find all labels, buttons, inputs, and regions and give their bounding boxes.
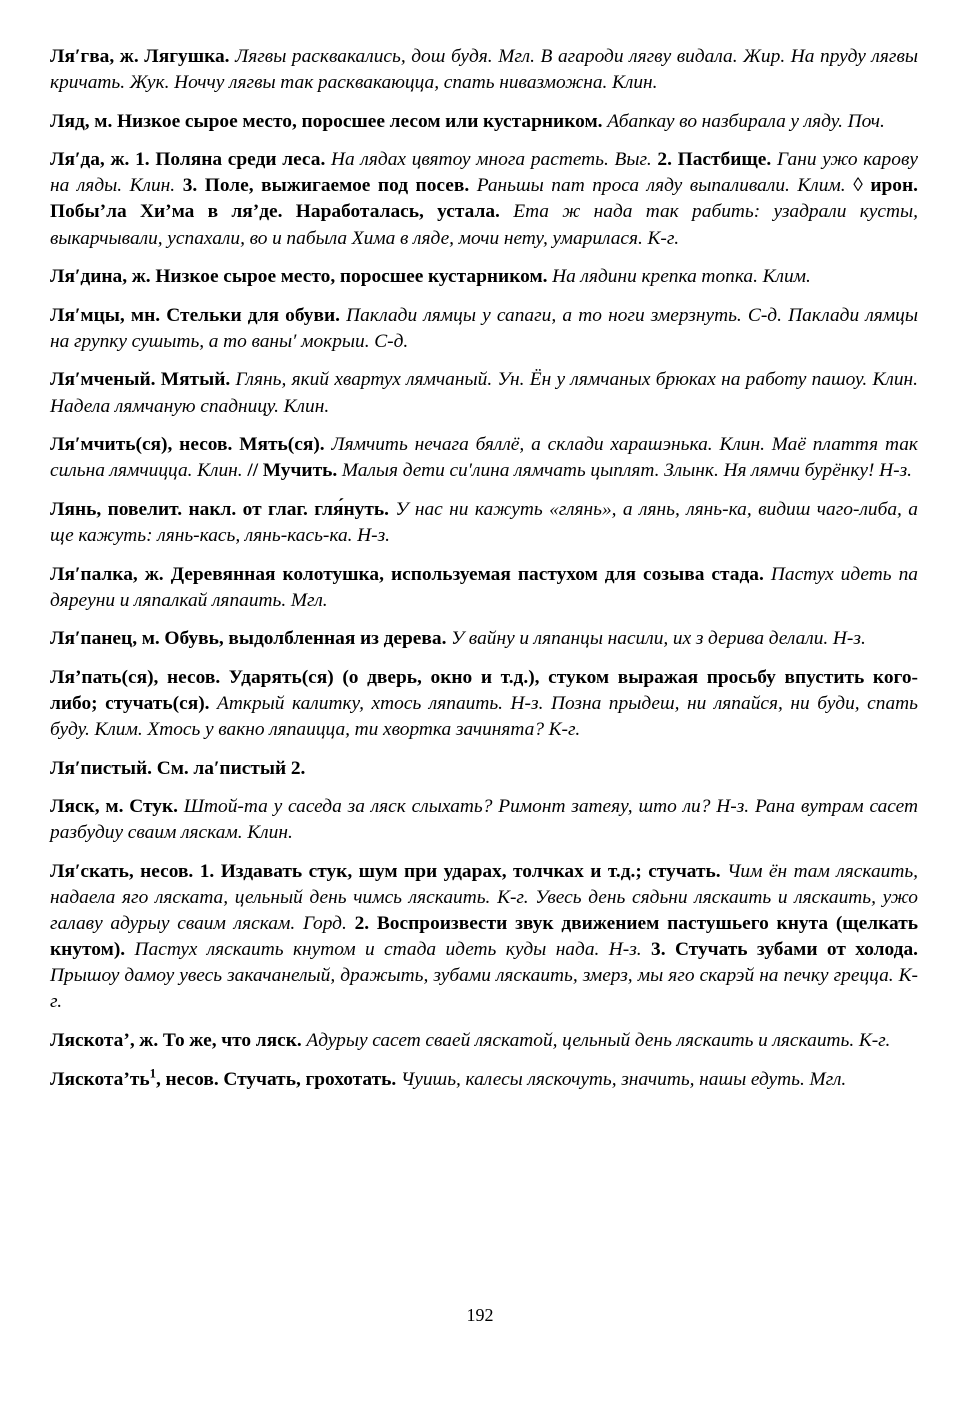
entry-headword: Ля’пать(ся), несов. — [50, 666, 221, 688]
sense-examples: Пастух ляскаить кнутом и стада идеть куды нада. Н-з. — [134, 939, 642, 961]
dictionary-entry — [50, 432, 918, 484]
entry-examples: Штой-та у саседа за ляск слыхать? Римонт затеяу, што ли? Н-з. Рана вутрам сасет разбудиу сваим ляскам. Клин. — [50, 796, 918, 844]
dictionary-entry — [50, 367, 918, 419]
entry-headword: Ля′пистый. — [50, 757, 153, 779]
entry-definition: Низкое сырое место, поросшее лесом или кустарником. — [116, 110, 603, 132]
sense-examples: На лядах цвятоу многа растеть. Выг. — [331, 149, 652, 171]
sense-definition: Поляна среди леса. — [155, 149, 326, 171]
dictionary-entry — [50, 303, 918, 355]
entry-cross-reference: См. ла′пистый 2. — [156, 757, 306, 779]
entry-headword: Ляд, м. — [50, 110, 113, 132]
phrase-examples: Ета ж нада так рабить: узадрали кусты, выкарчывали, успахали, во и пабыла Хима в ляде, мочи нету, умарилася. К-г. — [50, 201, 918, 249]
sense-number: 2. — [657, 149, 672, 171]
sense-number: 1. — [135, 149, 150, 171]
sense-examples: Раньшы пат проса ляду выпаливали. Клим. — [476, 175, 846, 197]
dictionary-entry — [50, 562, 918, 614]
entry-headword: Ля′мцы, мн. — [50, 304, 161, 326]
sense-number: 3. — [182, 175, 198, 197]
entry-examples: Абапкау во назбирала у ляду. Поч. — [607, 110, 885, 132]
entry-definition: Низкое сырое место, поросшее кустарником. — [155, 266, 548, 288]
dictionary-entry — [50, 626, 918, 652]
subsense-examples: Малыя дети си′лина лямчать цыплят. Злынк. Ня лямчи бурёнку! Н-з. — [341, 460, 913, 482]
entry-definition: То же, что ляск. — [162, 1029, 302, 1051]
sense-definition: Пастбище. — [677, 149, 772, 171]
sense-definition: Стучать зубами от холода. — [674, 939, 919, 961]
entry-headword: Ля′мчить(ся), несов. — [50, 434, 233, 456]
entry-examples: У нас ни кажуть «глянь», а лянь, лянь-ка, видиш чаго-либа, а ще кажуть: лянь-кась, лянь-кась-ка. Н-з. — [50, 498, 918, 546]
dictionary-entry — [50, 1067, 918, 1093]
dictionary-entry — [50, 109, 918, 135]
subsense-marker: // — [247, 460, 259, 482]
entry-headword: Ляскота’ть — [50, 1068, 150, 1090]
entry-definition: Стук. — [129, 796, 178, 818]
usage-label: ирон. — [870, 175, 919, 197]
sense-number: 2. — [354, 913, 370, 935]
entry-examples: У вайну и ляпанцы насили, их з дерива делали. Н-з. — [451, 628, 866, 650]
entry-examples: Пастух идеть па дяреуни и ляпалкай ляпаить. Мгл. — [50, 563, 919, 611]
dictionary-entry — [50, 665, 918, 743]
entry-headword-grammar: , несов. — [156, 1068, 219, 1090]
entry-headword: Ляскота’, ж. — [50, 1029, 159, 1051]
entry-examples: Лямчить нечага бяллё, а склади харашэнька. Клин. Маё плаття так сильна лямчицца. Клин. — [50, 434, 918, 482]
entry-headword: Ля′палка, ж. — [50, 563, 164, 585]
sense-definition: Воспроизвести звук движением пастушьего кнута (щелкать кнутом). — [50, 913, 918, 961]
entry-examples: Адурыу сасет сваей ляскатой, цельный день ляскаить и ляскаить. К-г. — [306, 1029, 891, 1051]
lozenge-icon: ◊ — [853, 175, 863, 197]
sense-number: 3. — [651, 939, 666, 961]
sense-examples: Гани ужо карову на ляды. Клин. — [50, 149, 918, 197]
entry-examples: Аткрый калитку, хтось ляпаить. Н-з. Позна прыдеш, ни ляпайся, ни буди, спать буду. Клим. Хтось у вакно ляпаицца, ти хвортка зачинята? К-г. — [50, 692, 918, 740]
entry-examples: Глянь, який хвартух лямчаный. Ун. Ён у лямчаных брюках на работу пашоу. Клин. Надела лямчаную спадницу. Клин. — [50, 369, 918, 417]
dictionary-entry — [50, 497, 918, 549]
dictionary-entry — [50, 859, 918, 1016]
dictionary-entry — [50, 44, 918, 96]
entry-headword: Ля′дина, ж. — [50, 266, 151, 288]
entry-examples: На лядини крепка топка. Клим. — [552, 266, 811, 288]
entry-definition: Стучать, грохотать. — [223, 1068, 397, 1090]
entry-definition: Деревянная колотушка, используемая пастухом для созыва стада. — [170, 563, 764, 585]
homonym-superscript: 1 — [149, 1066, 157, 1081]
dictionary-entry — [50, 147, 918, 251]
entry-headword: Лянь, повелит. накл. от глаг. гля́нуть. — [50, 498, 389, 520]
entry-headword: Ля′скать, несов. — [50, 860, 194, 882]
entry-headword: Ля′мченый. — [50, 369, 156, 391]
phrase-definition: Побы’ла Хи’ма в ля’де. Наработалась, устала. — [50, 201, 500, 223]
entry-headword: Ляск, м. — [50, 796, 124, 818]
entry-definition: Ударять(ся) (о дверь, окно и т.д.), стуком выражая просьбу впустить кого-либо; стучать(ся). — [50, 666, 918, 714]
sense-definition: Издавать стук, шум при ударах, толчках и т.д.; стучать. — [220, 860, 721, 882]
entry-headword: Ля′да, ж. — [50, 149, 130, 171]
dictionary-entry — [50, 1028, 918, 1054]
entry-headword: Ля′гва, ж. — [50, 46, 139, 67]
entry-headword: Ля′панец, м. — [50, 628, 160, 650]
sense-examples: Чим ён там ляскаить, надаела яго ляската, цельный день чимсь ляскаить. К-г. Увесь день сядьни ляскаить и ляскаить, ужо галаву адурыу сваим ляскам. Горд. — [50, 860, 919, 935]
dictionary-entry — [50, 794, 918, 846]
entry-examples: Лягвы расквакались, дош будя. Мгл. В агароди лягву видала. Жир. На пруду лягвы кричать. Жук. Ноччу лягвы так расквакаюцца, спать нивазможна. Клин. — [50, 46, 918, 94]
page-text-column — [50, 44, 918, 1093]
subsense-definition: Мучить. — [262, 460, 338, 482]
entry-definition: Стельки для обуви. — [166, 304, 340, 326]
sense-examples: Прышоу дамоу увесь закачанелый, дражыть, зубами ляскаить, змерз, мы яго скарэй на печку грецца. К-г. — [50, 965, 918, 1013]
page-number: 192 — [466, 1305, 494, 1325]
entry-examples: Чуишь, калесы ляскочуть, значить, нашы едуть. Мгл. — [400, 1068, 847, 1090]
dictionary-entry — [50, 756, 918, 782]
entry-definition: Мятый. — [160, 369, 231, 391]
entry-definition: Мять(ся). — [239, 434, 325, 456]
sense-number: 1. — [199, 860, 215, 882]
dictionary-entry — [50, 264, 918, 290]
entry-examples: Паклади лямцы у сапаги, а то ноги змерзнуть. С-д. Паклади лямцы на групку сушыть, а то ваны′ мокрыи. С-д. — [50, 304, 918, 352]
entry-definition: Обувь, выдолбленная из дерева. — [164, 628, 447, 650]
entry-definition: Лягушка. — [144, 46, 230, 67]
sense-definition: Поле, выжигаемое под посев. — [204, 175, 470, 197]
